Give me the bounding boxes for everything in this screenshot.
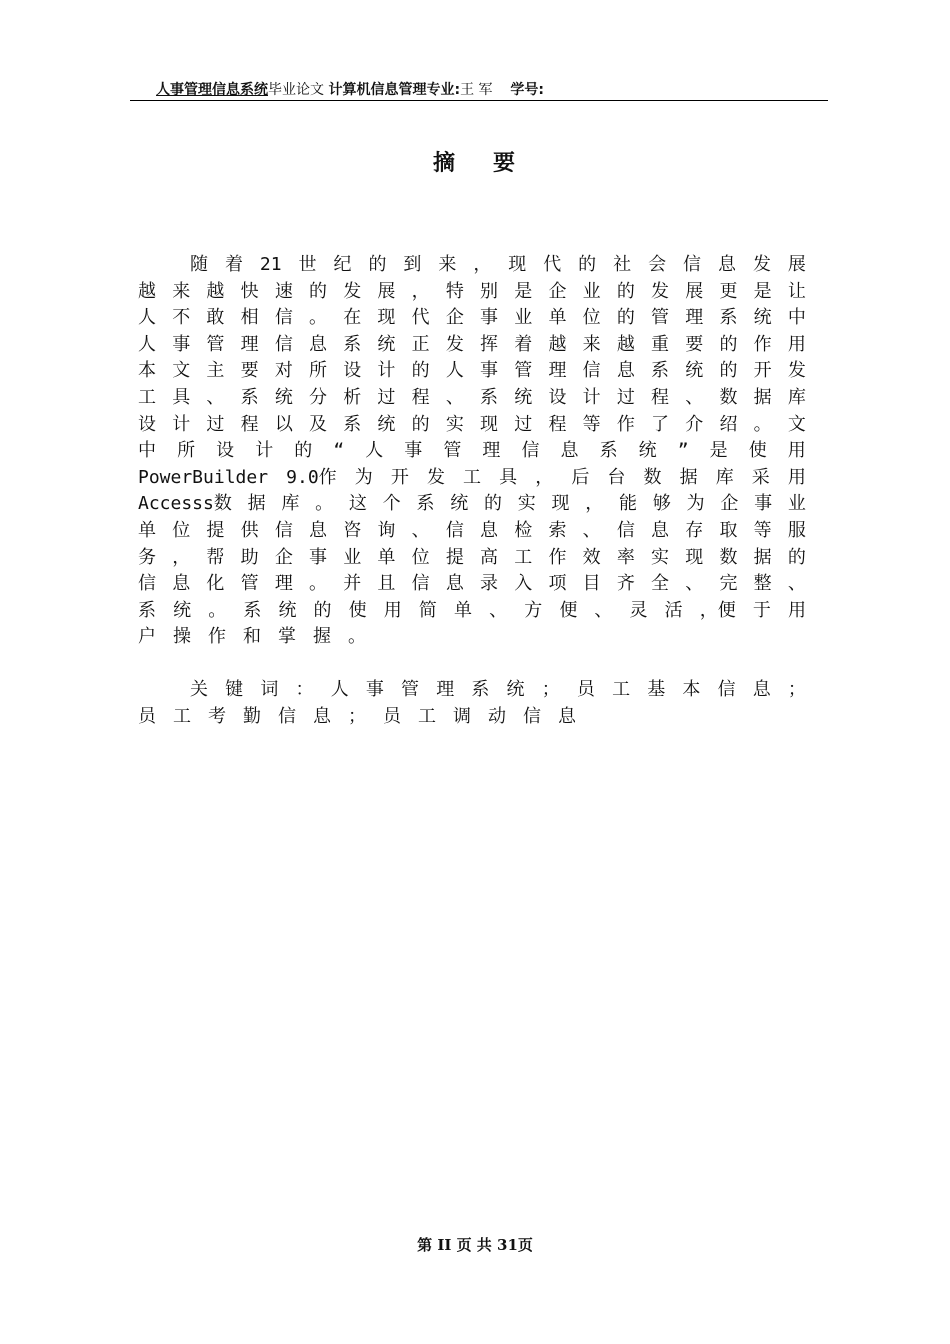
- running-header: [130, 80, 828, 101]
- abstract-line: 本 文 主 要 对 所 设 计 的 人 事 管 理 信 息 系 统 的 开 发: [138, 360, 806, 382]
- title-char-2: 要: [493, 151, 518, 176]
- abstract-line: 中 所 设 计 的 “ 人 事 管 理 信 息 系 统 ” 是 使 用: [138, 440, 806, 462]
- abstract-paragraph: [138, 252, 806, 651]
- abstract-line: 人 不 敢 相 信 。 在 现 代 企 事 业 单 位 的 管 理 系 统 中: [138, 307, 806, 329]
- header-thesis-type: 毕业论文: [268, 82, 324, 98]
- abstract-line: 越 来 越 快 速 的 发 展 ， 特 别 是 企 业 的 发 展 更 是 让: [138, 280, 806, 302]
- header-author: 王 军: [460, 82, 493, 98]
- abstract-line: 单 位 提 供 信 息 咨 询 、 信 息 检 索 、 信 息 存 取 等 服: [138, 519, 806, 541]
- abstract-line: 设 计 过 程 以 及 系 统 的 实 现 过 程 等 作 了 介 绍 。 文: [138, 413, 806, 435]
- header-student-no: 学号:: [510, 82, 544, 98]
- abstract-line: 工 具 、 系 统 分 析 过 程 、 系 统 设 计 过 程 、 数 据 库: [138, 386, 806, 408]
- header-major: 计算机信息管理专业:: [328, 82, 461, 98]
- abstract-line: 系 统 。 系 统 的 使 用 简 单 、 方 便 、 灵 活 ，便 于 用: [138, 599, 806, 621]
- abstract-line: 信 息 化 管 理 。 并 且 信 息 录 入 项 目 齐 全 、 完 整 、: [138, 573, 806, 595]
- keywords-paragraph: [138, 677, 806, 730]
- abstract-line: 户 操 作 和 掌 握 。: [138, 626, 366, 648]
- abstract-line: 人 事 管 理 信 息 系 统 正 发 挥 着 越 来 越 重 要 的 作 用: [138, 333, 806, 355]
- abstract-line: 务 ， 帮 助 企 事 业 单 位 提 高 工 作 效 率 实 现 数 据 的: [138, 546, 806, 568]
- page-title: [0, 146, 950, 177]
- abstract-body: [138, 252, 806, 730]
- abstract-line: 随 着 21 世 纪 的 到 来 ， 现 代 的 社 会 信 息 发 展: [190, 254, 806, 275]
- keywords-line: 员 工 考 勤 信 息 ； 员 工 调 动 信 息: [138, 705, 576, 727]
- title-char-1: 摘: [432, 151, 457, 176]
- page-footer: 第 II 页 共 31页: [417, 1236, 533, 1254]
- abstract-line: Accesss数 据 库 。 这 个 系 统 的 实 现 ， 能 够 为 企 事 业: [138, 493, 806, 515]
- abstract-line: PowerBuilder 9.0作 为 开 发 工 具 ， 后 台 数 据 库 采 用: [138, 466, 806, 488]
- keywords-line: 关 键 词 ： 人 事 管 理 系 统 ； 员 工 基 本 信 息 ；: [190, 678, 806, 700]
- header-thesis-title: 人事管理信息系统: [156, 82, 268, 98]
